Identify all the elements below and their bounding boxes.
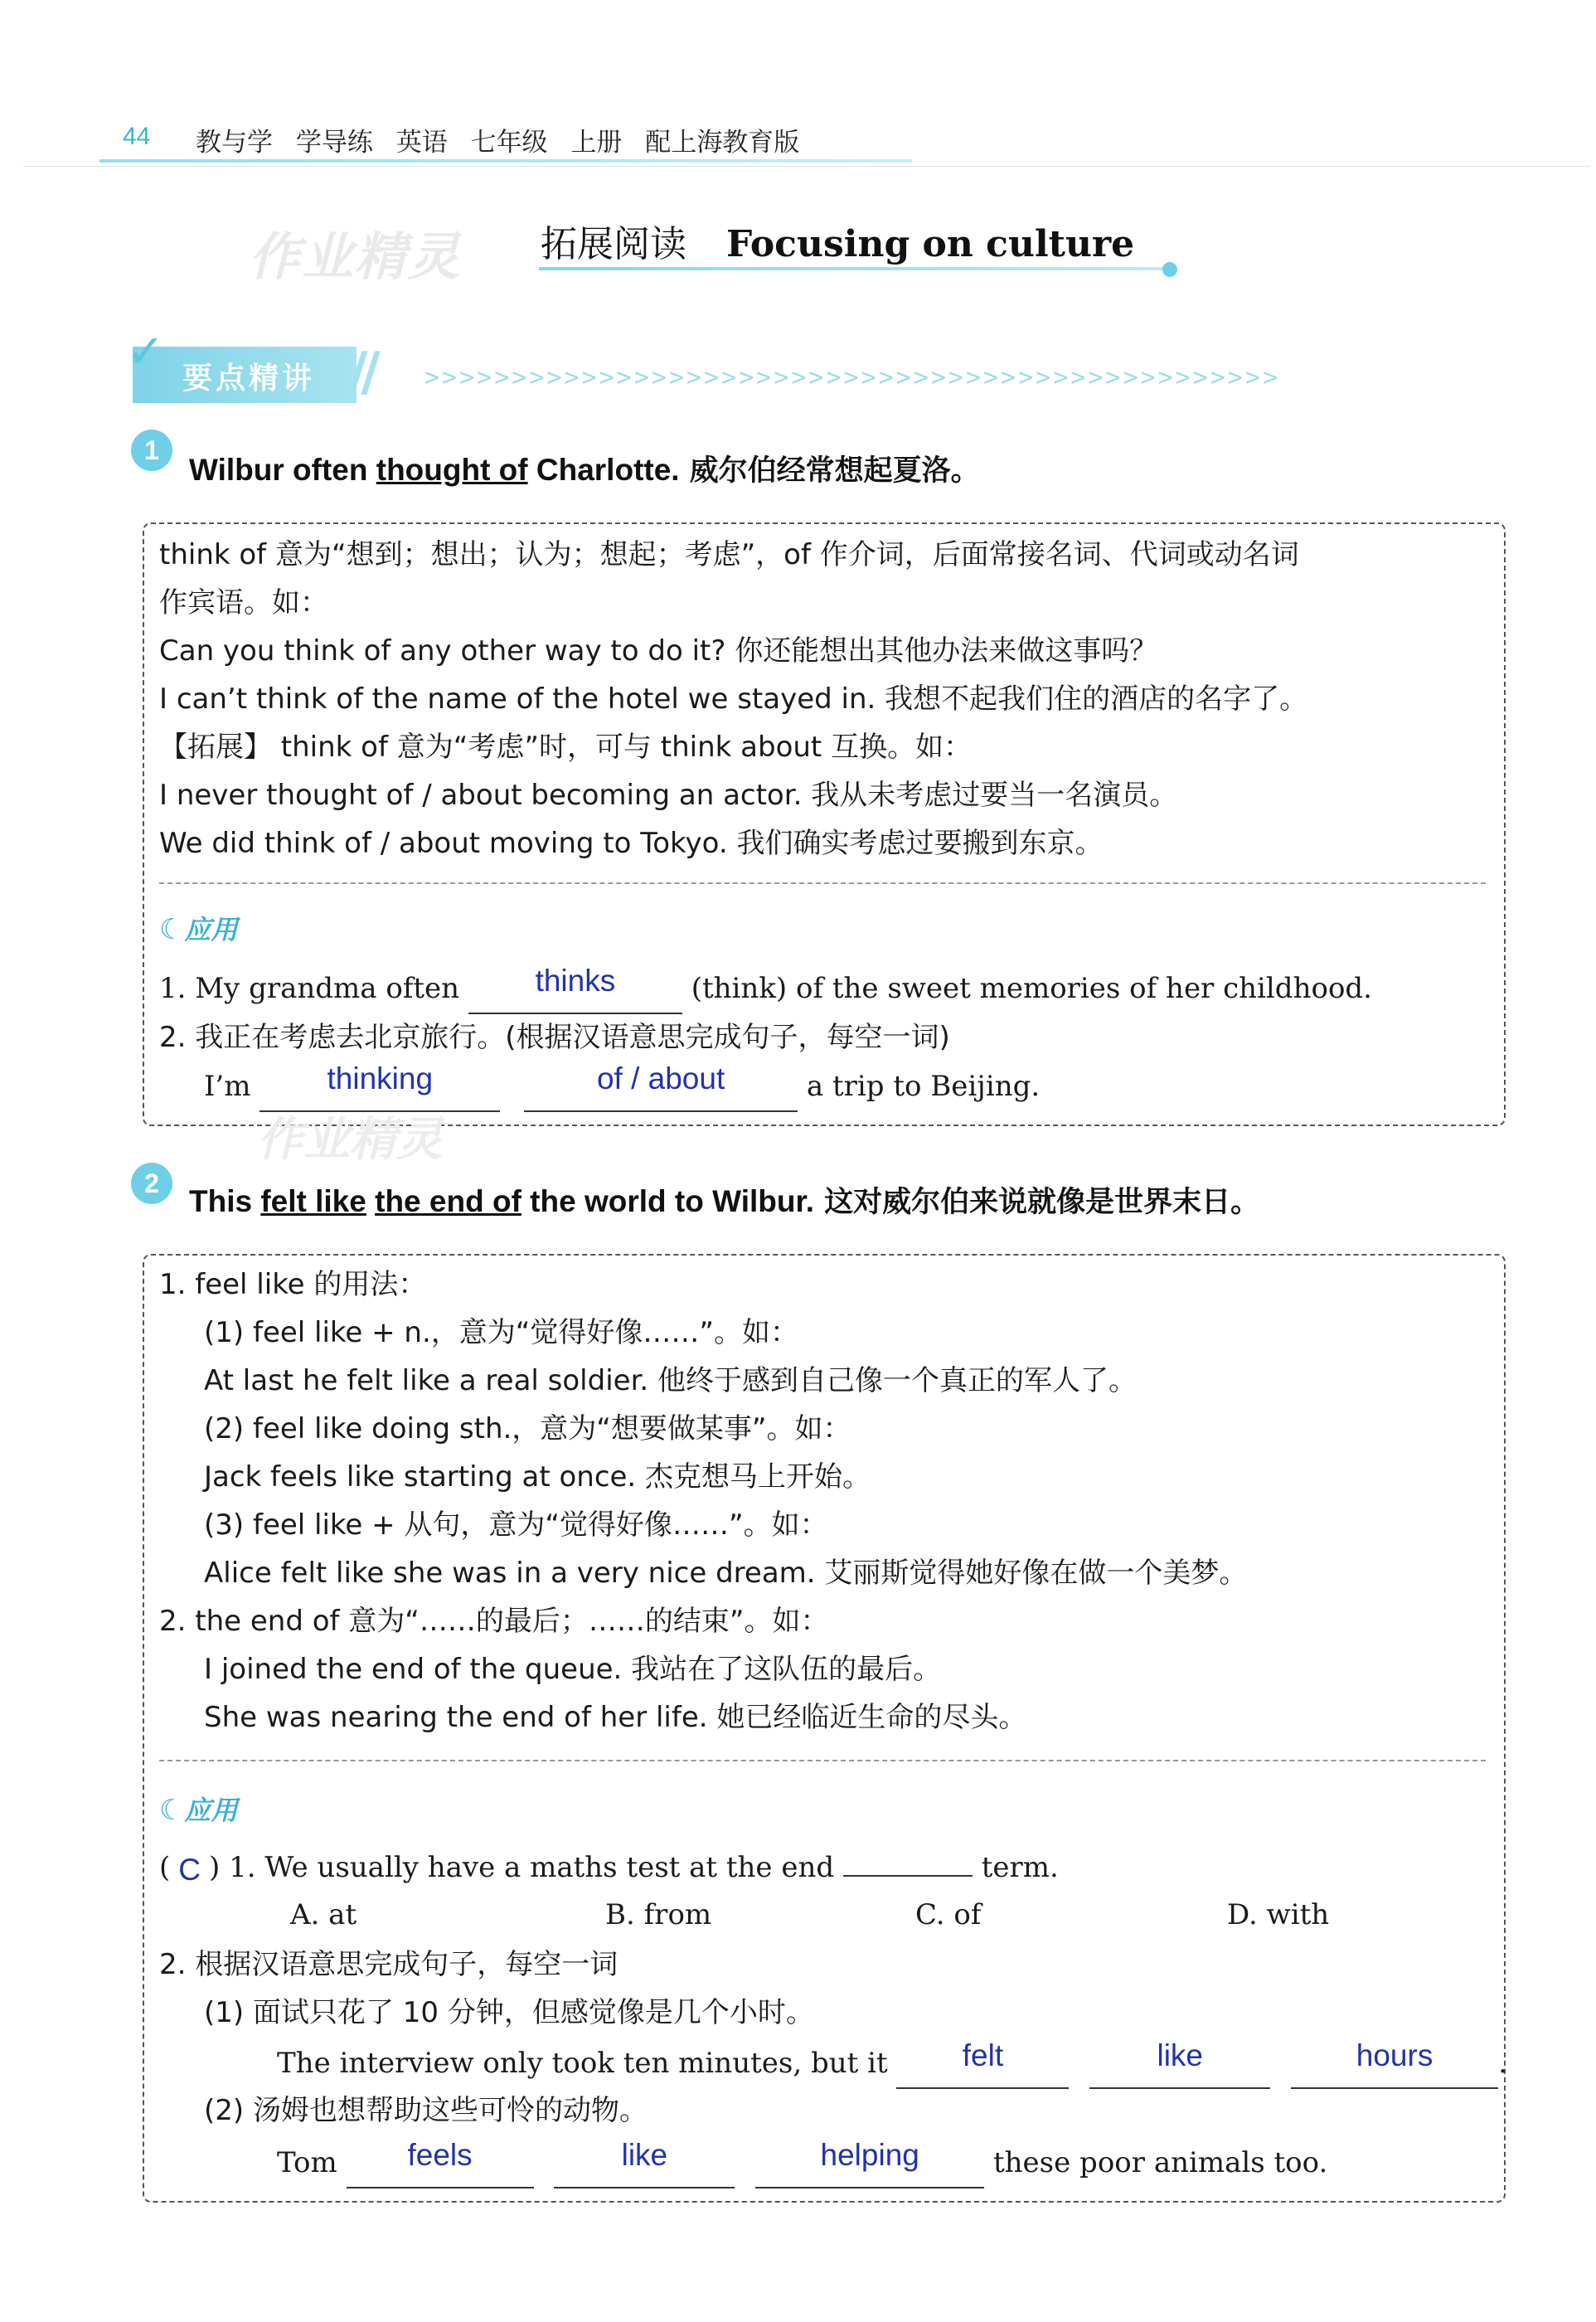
point2-explanation [159,1261,1247,1742]
answer-blank: thinking [260,1061,500,1112]
explanation-line: (3) feel like + 从句，意为“觉得好像……”。如： [204,1508,828,1542]
answer-blank: feels [347,2138,534,2188]
point-number-1: 1 [131,430,172,471]
answer-blank: hours [1291,2038,1498,2089]
point1-divider [159,882,1486,884]
explanation-line: 1. feel like 的用法： [159,1268,427,1301]
point1-zh: 威尔伯经常想起夏洛。 [689,454,980,488]
point2-divider [159,1760,1486,1761]
watermark-logo: 作业精灵 [257,1113,443,1167]
point2-q2-s2-zh: (2) 汤姆也想帮助这些可怜的动物。 [204,2094,648,2127]
example-line: At last he felt like a real soldier. 他终于感到自己像一个真正的军人了。 [204,1364,1138,1397]
point2-q2-s1-zh: (1) 面试只花了 10 分钟，但感觉像是几个小时。 [204,1996,814,2029]
point2-en-underlined-2: the end of [375,1184,521,1218]
header-rule [99,159,912,163]
explanation-line: 作宾语。如： [159,586,328,619]
point2-en-underlined-1: felt like [260,1184,366,1218]
example-line: I can’t think of the name of the hotel we stayed in. 我想不起我们住的酒店的名字了。 [159,683,1308,716]
example-line: We did think of / about moving to Tokyo. 我们确实考虑过要搬到东京。 [159,827,1104,860]
example-line: I joined the end of the queue. 我站在了这队伍的最后。 [204,1653,942,1686]
answer-blank: helping [755,2138,984,2188]
mc-option-d: D. with [1227,1898,1330,1931]
point2-heading: This felt like the end of the world to Wilbur. 这对威尔伯来说就像是世界末日。 [189,1184,1260,1219]
example-line: She was nearing the end of her life. 她已经临近生命的尽头。 [204,1701,1027,1734]
example-line: Jack feels like starting at once. 杰克想马上开始。 [204,1460,871,1494]
explanation-line: think of 意为“想到；想出；认为；想起；考虑”，of 作介词，后面常接名词、代词或动名词 [159,538,1299,571]
answer-blank: like [554,2138,735,2188]
section-title [541,214,1134,267]
point1-heading [189,448,980,489]
answer-blank: like [1089,2038,1270,2089]
point1-en-a: Wilbur often [189,453,376,487]
explanation-line: (2) feel like doing sth.，意为“想要做某事”。如： [204,1412,851,1445]
mc-option-a: A. at [290,1898,357,1931]
point2-apply-label: ☾应用 [159,1794,238,1827]
slash-decoration-icon: // [348,342,374,403]
crescent-icon: ☾ [159,1794,185,1827]
banner-label: 要点精讲 [182,362,316,396]
mc-option-c: C. of [915,1898,982,1931]
point1-q2-prompt: 2. 我正在考虑去北京旅行。(根据汉语意思完成句子，每空一词) [159,1021,950,1054]
answer-blank [843,1875,973,1877]
mc-answer: C [178,1853,201,1887]
page-number: 44 [123,123,151,150]
header-divider [23,166,1590,167]
section-title-en: Focusing on culture [726,223,1135,265]
point1-q2-sentence: I’m thinking of / about a trip to Beijing. [204,1061,1040,1112]
answer-blank: thinks [468,964,682,1014]
point2-mc-question: ( C ) 1. We usually have a maths test at the end term. [159,1851,1059,1887]
title-underline [539,267,1169,270]
checkmark-icon: ✓ [126,325,165,379]
example-line: I never thought of / about becoming an actor. 我从未考虑过要当一名演员。 [159,779,1178,812]
point2-q2-s1: The interview only took ten minutes, but it felt like hours . [277,2038,1507,2089]
chevron-row-icon: >>>>>>>>>>>>>>>>>>>>>>>>>>>>>>>>>>>>>>>>>>>>>>>>> [424,363,1281,392]
title-dot-icon [1162,262,1177,277]
point1-explanation [159,531,1307,867]
answer-blank: felt [896,2038,1069,2089]
answer-blank: of / about [524,1061,798,1112]
crescent-icon: ☾ [159,913,185,946]
point-number-2: 2 [131,1163,172,1204]
example-line: Alice felt like she was in a very nice dream. 艾丽斯觉得她好像在做一个美梦。 [204,1557,1248,1590]
section-title-zh: 拓展阅读 [541,223,686,265]
point1-en-b: Charlotte. [527,453,680,487]
mc-option-b: B. from [605,1898,712,1931]
point1-en-underlined: thought of [376,453,528,487]
explanation-line: 2. the end of 意为“……的最后；……的结束”。如： [159,1605,829,1638]
point2-q2-s2: Tom feels like helping these poor animals too. [277,2138,1327,2188]
running-header: 教与学 学导练 英语 七年级 上册 配上海教育版 [196,128,800,158]
extension-line: 【拓展】 think of 意为“考虑”时，可与 think about 互换。如： [159,731,973,764]
point2-q2-prompt: 2. 根据汉语意思完成句子，每空一词 [159,1948,619,1981]
example-line: Can you think of any other way to do it? 你还能想出其他办法来做这事吗？ [159,634,1158,668]
point2-zh: 这对威尔伯来说就像是世界末日。 [824,1186,1260,1219]
watermark-logo: 作业精灵 [249,226,462,287]
point1-apply-label: ☾应用 [159,913,238,946]
point1-q1: 1. My grandma often thinks (think) of the sweet memories of her childhood. [159,964,1372,1014]
explanation-line: (1) feel like + n.，意为“觉得好像……”。如： [204,1316,799,1349]
